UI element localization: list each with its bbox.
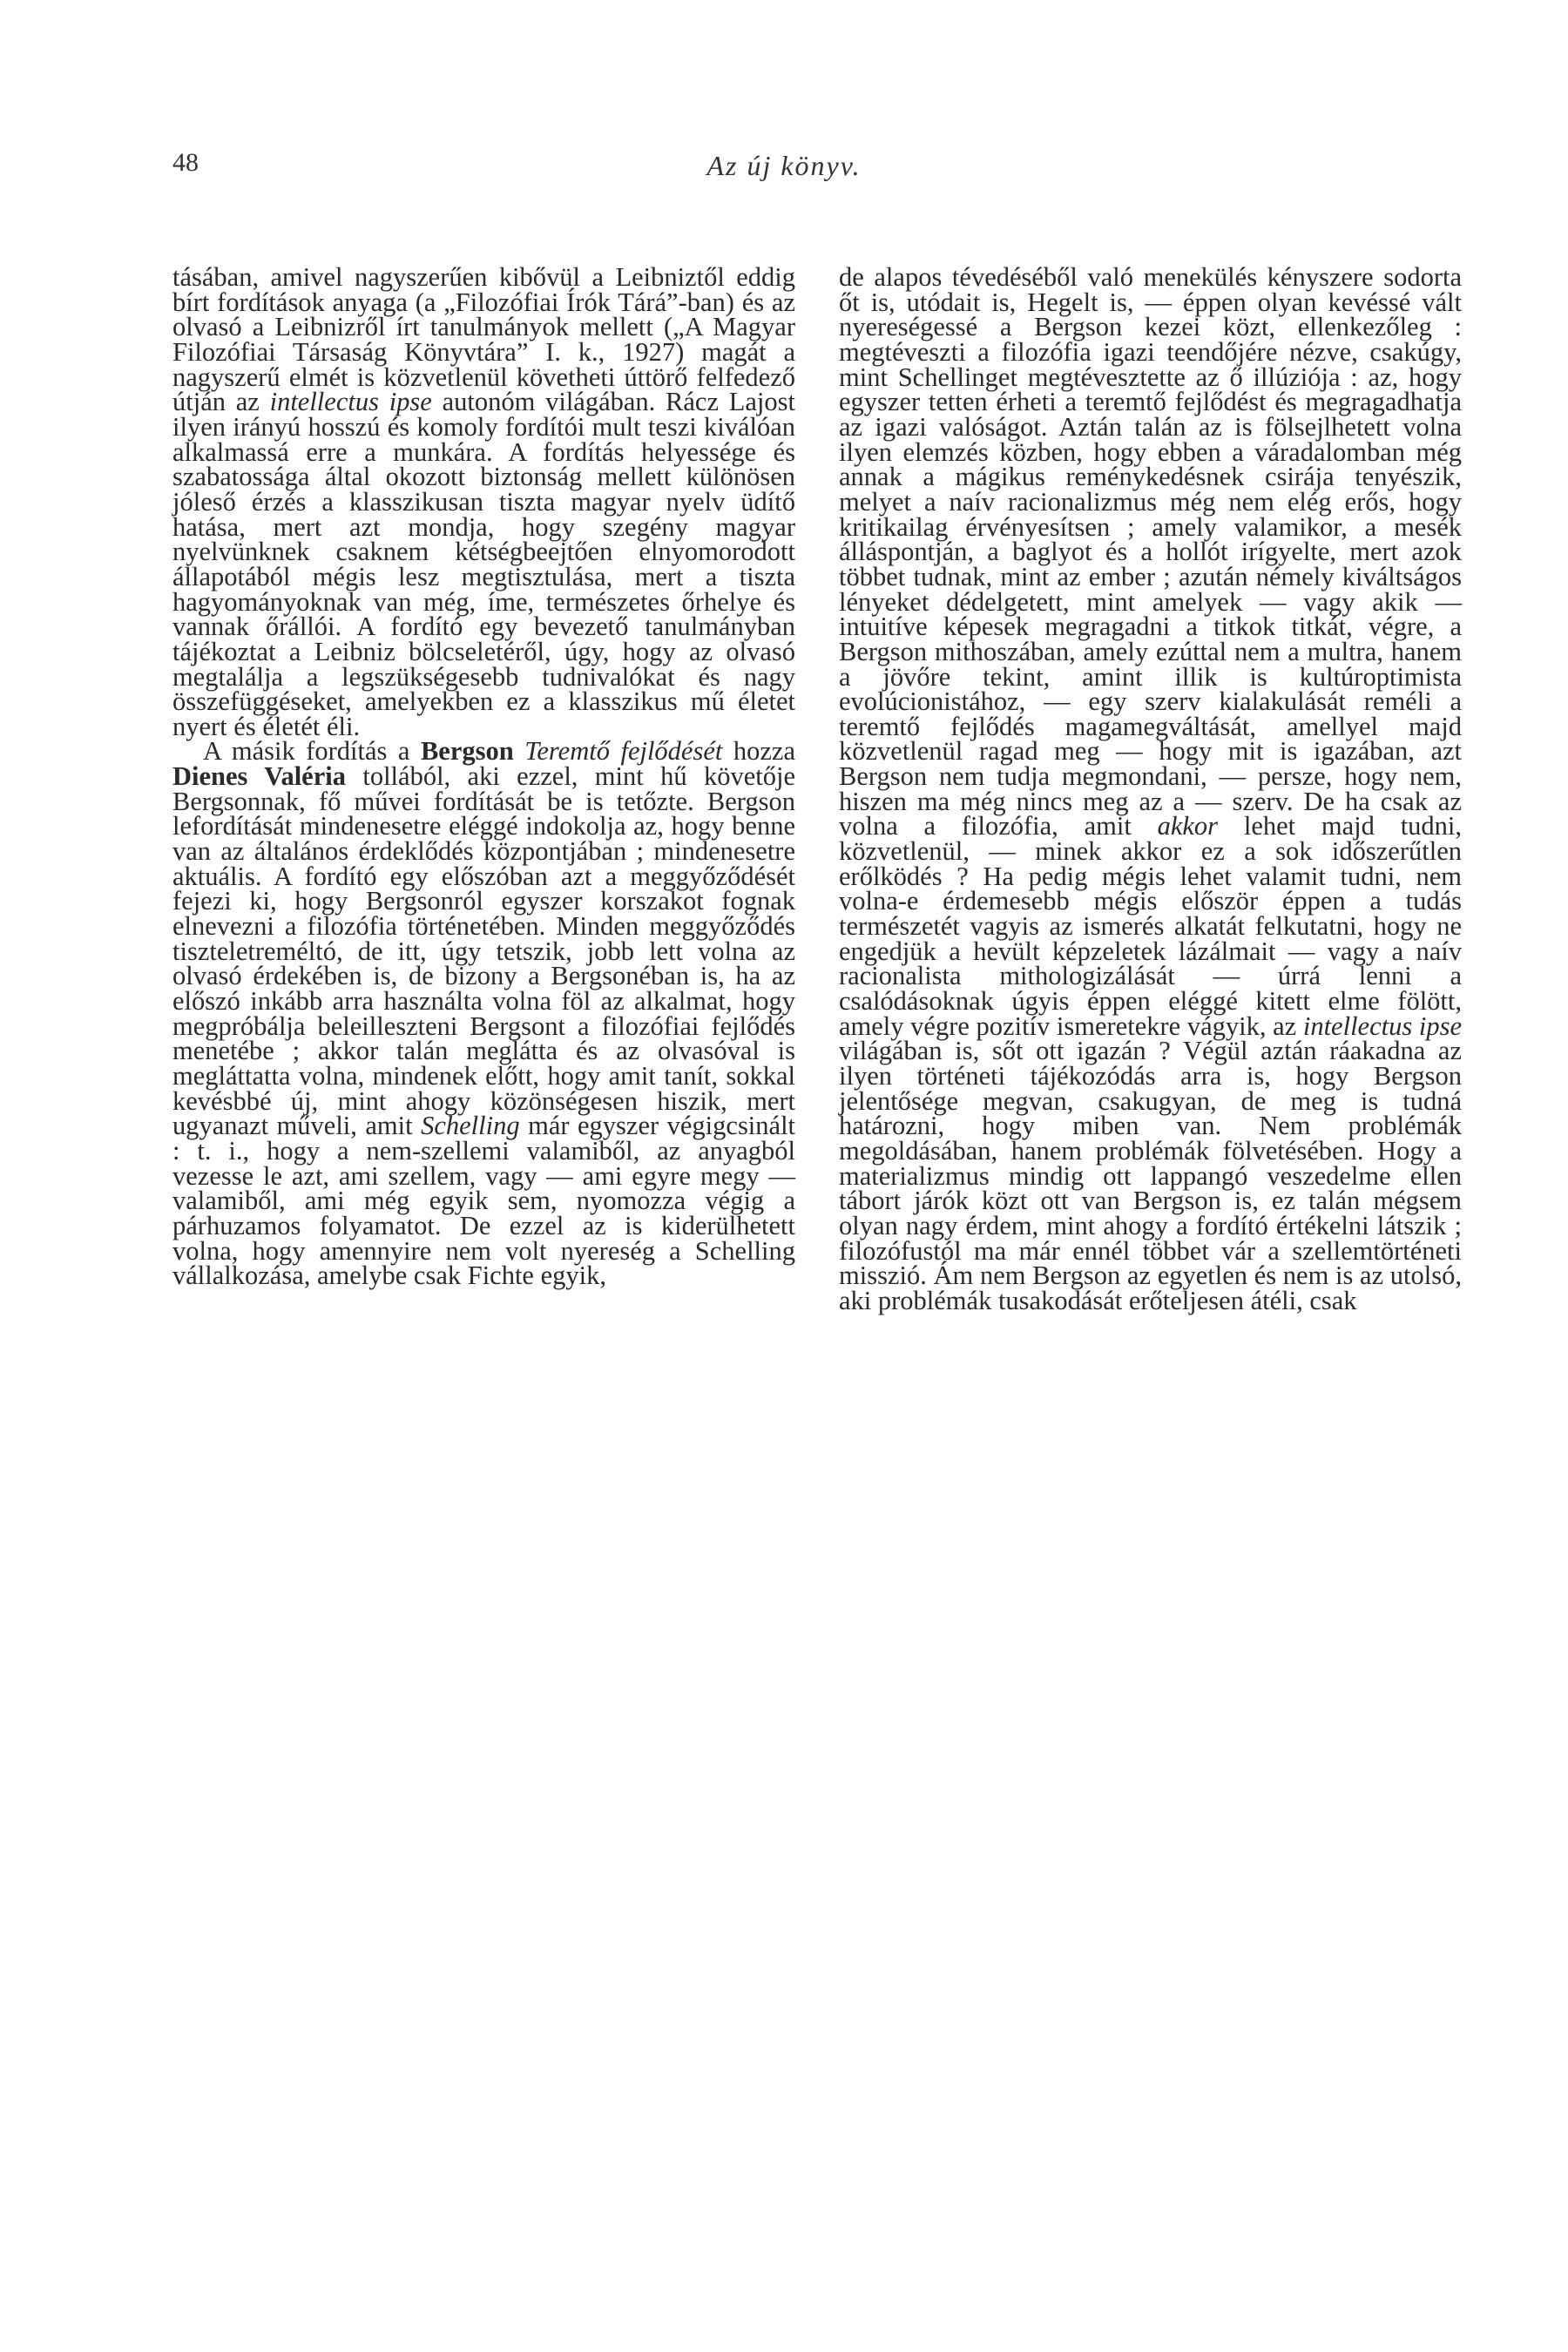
text-segment: de alapos tévedéséből való menekülés kényszere sodorta őt is, utódait is, Hegelt is, — éppen olyan kevéssé vált nyereségessé a Bergson kezei közt, ellenkezőleg : megtéveszti a filozófia igazi teendőjére nézve, csakúgy, mint Schellinget megtévesztette az ő illúziója : az, hogy egyszer tetten érheti a teremtő fejlődést és megragadhatja az igazi valóságot. Aztán talán az is fölsejlhetett volna ilyen elemzés közben, hogy ebben a váradalomban még annak a mágikus reménykedésnek csirája tenyészik, melyet a naív racionalizmus még nem elég erős, hogy kritikailag érvényesítsen ; amely valamikor, a mesék álláspontján, a baglyot és a hollót irígyelte, mert azok többet tudnak, mint az ember ; azután némely kiváltságos lényeket dédelgetett, mint amelyek — vagy akik — intuitíve képesek megragadni a titkok titkát, végre, a Bergson mithoszában, amely ezúttal nem a multra, hanem a jövőre tekint, amint illik is kultúroptimista evolúcionistához, — egy szerv kialakulását reméli a teremtő fejlődés magamegváltását, amellyel majd közvetlenül ragad meg — hogy mit is igazában, azt Bergson nem tudja megmondani, — persze, hogy nem, hiszen ma még nincs meg az a — szerv. De ha csak az volna a filozófia, amit [839,262,1462,841]
text-segment: A másik fordítás a [203,736,410,767]
translator-name: Dienes Valéria [172,761,346,792]
right-paragraph-1 [839,262,1463,1315]
text-segment: autonóm világában. Rácz Lajost ilyen irányú hosszú és komoly fordítói mult teszi kiválóan alkalmassá erre a munkára. A fordítás helyessége és szabatossága által okozott biztonság mellett különösen jóleső érzés a klasszikusan tiszta magyar nyelv üdítő hatása, mert azt mondja, hogy szegény magyar nyelvünknek csaknem kétségbeejtően elnyomorodott állapotából mégis lesz megtisztulása, mert a tiszta hagyományoknak van még, íme, természetes őrhelye és vannak őrállói. A fordító egy bevezető tanulmányban tájékoztat a Leibniz bölcseletéről, úgy, hogy az olvasó megtalálja a legszükségesebb tudnivalókat és nagy összefüggéseket, amelyekben ez a klasszikus mű életet nyert és életét éli. [172,387,796,741]
book-title: Teremtő fejlődését [524,736,723,767]
left-paragraph-1 [172,262,796,741]
left-paragraph-2 [172,736,796,1291]
text-segment: tollából, aki ezzel, mint hű követője Bergsonnak, fő művei fordítását be is tetőzte. Bergson lefordítását mindenesetre eléggé indokolja az, hogy benne van az általános érdeklődés központjában ; mindenesetre aktuális. A fordító egy előszóban azt a meggyőződését fejezi ki, hogy Bergsonról egyszer korszakot fognak elnevezni a filozófia történetében. Minden meggyőződés tiszteletreméltó, de itt, úgy tetszik, jobb lett volna az olvasó érdekében is, de bizony a Bergsonéban is, ha az előszó inkább arra használta volna föl az alkalmat, hogy megpróbálja beleilleszteni Bergsont a filozófiai fejlődés menetébe ; akkor talán meglátta és az olvasóval is megláttatta volna, mindenek előtt, hogy amit tanít, sokkal kevésbbé új, mint ahogy közönségesen hiszik, mert ugyanazt műveli, amit [172,761,795,1141]
right-column [839,262,1463,1315]
italic-term: intellectus ipse [1302,1010,1462,1041]
page-number: 48 [172,148,199,177]
italic-word: akkor [1157,811,1219,841]
text-segment: már egyszer végigcsinált : t. i., hogy a nem-szellemi valamiből, az anyagból vezesse le azt, ami szellem, vagy — ami egyre megy — valamiből, ami még egyik sem, nyomozza végig a párhuzamos folyamatot. De ezzel az is kiderülhetett volna, hogy amennyire nem volt nyereség a Schelling vállalkozása, amelybe csak Fichte egyik, [172,1111,796,1291]
italic-name: Schelling [421,1111,520,1141]
text-segment: lehet majd tudni, közvetlenül, — minek akkor ez a sok időszerűtlen erőlködés ? Ha pedig mégis lehet valamit tudni, nem volna-e érdemesebb mégis először éppen a tudás természetét vagyis az ismerés alkatát felkutatni, hogy ne engedjük a hevült képzeletek lázálmait — vagy a naív racionalista mithologizálását — úrrá lenni a csalódásoknak úgyis éppen eléggé kitett elme fölött, amely végre pozitív ismeretekre vágyik, az [839,811,1463,1041]
text-segment: világában is, sőt ott igazán ? Végül aztán ráakadna az ilyen történeti tájékozódás arra is, hogy Bergson jelentősége megvan, csakugyan, de meg is tudná határozni, hogy miben van. Nem problémák megoldásában, hanem problémák fölvetésében. Hogy a materializmus mindig ott lappangó veszedelme ellen tábort járók közt ott van Bergson is, ez talán mégsem olyan nagy érdem, mint ahogy a fordító értékelni látszik ; filozófustól ma már ennél többet vár a szellemtörténeti misszió. Ám nem Bergson az egyetlen és nem is az utolsó, aki problémák tusakodását erőteljesen átéli, csak [839,1036,1462,1315]
text-segment: hozza [733,736,795,767]
italic-term: intellectus ipse [269,387,432,417]
left-column [172,262,796,1291]
running-title: Az új könyv. [706,150,862,181]
author-name: Bergson [420,736,514,767]
text-segment: tásában, amivel nagyszerűen kibővül a Leibniztől eddig bírt fordítások anyaga (a „Filozófiai Írók Tárá”-ban) és az olvasó a Leibnizről írt tanulmányok mellett („A Magyar Filozófiai Társaság Könyvtára” I. k., 1927) magát a nagyszerű elmét is közvetlenül követheti úttörő felfedező útján az [172,262,795,417]
